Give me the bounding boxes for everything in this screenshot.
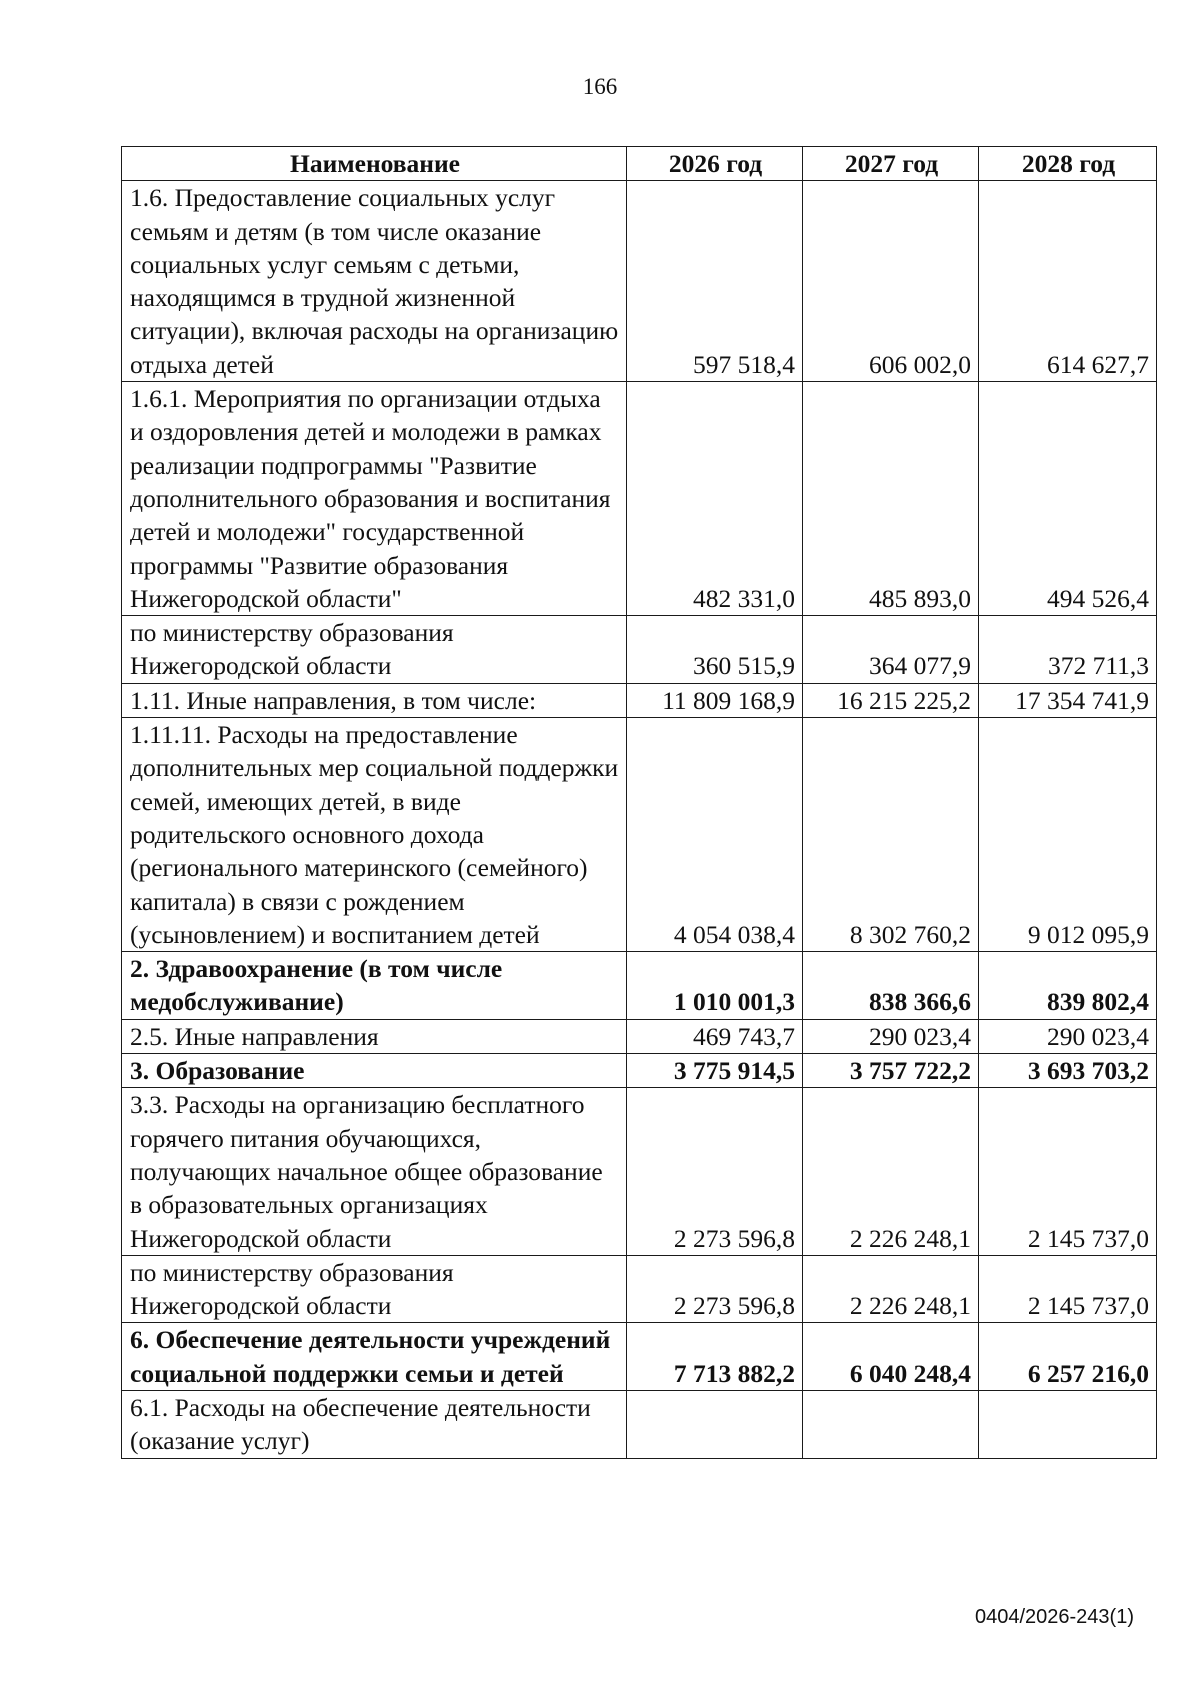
value-2027-cell: 6 040 248,4 [803,1323,979,1391]
table-row [122,718,1157,952]
row-name-cell: по министерству образования Нижегородской области [122,616,627,684]
value-2027-cell: 2 226 248,1 [803,1255,979,1323]
value-2028-cell: 17 354 741,9 [979,683,1157,717]
header-2027: 2027 год [803,147,979,181]
value-2028-cell: 839 802,4 [979,952,1157,1020]
row-name-cell: 2. Здравоохранение (в том числе медобслуживание) [122,952,627,1020]
table-row [122,1390,1157,1458]
value-2028-cell: 614 627,7 [979,181,1157,382]
value-2028-cell: 3 693 703,2 [979,1054,1157,1088]
value-2028-cell: 372 711,3 [979,616,1157,684]
row-name-cell: 3. Образование [122,1054,627,1088]
budget-table [121,146,1157,1459]
row-name-cell: 1.6.1. Мероприятия по организации отдыха и оздоровления детей и молодежи в рамках реализации подпрограммы "Развитие дополнительного образования и воспитания детей и молодежи" государственной программы "Развитие образования Нижегородской области" [122,382,627,616]
table-row [122,1255,1157,1323]
table-row [122,683,1157,717]
table-row [122,382,1157,616]
value-2027-cell [803,1390,979,1458]
row-name-cell: 6. Обеспечение деятельности учреждений социальной поддержки семьи и детей [122,1323,627,1391]
value-2027-cell: 16 215 225,2 [803,683,979,717]
value-2026-cell: 2 273 596,8 [627,1255,803,1323]
value-2026-cell: 11 809 168,9 [627,683,803,717]
value-2027-cell: 838 366,6 [803,952,979,1020]
value-2028-cell: 6 257 216,0 [979,1323,1157,1391]
value-2026-cell: 597 518,4 [627,181,803,382]
table-row [122,1019,1157,1053]
value-2028-cell: 2 145 737,0 [979,1088,1157,1255]
table-row [122,181,1157,382]
value-2026-cell: 2 273 596,8 [627,1088,803,1255]
row-name-cell: 1.11.11. Расходы на предоставление дополнительных мер социальной поддержки семей, имеющих детей, в виде родительского основного дохода (регионального материнского (семейного) капитала) в связи с рождением (усыновлением) и воспитанием детей [122,718,627,952]
value-2026-cell: 1 010 001,3 [627,952,803,1020]
table-row [122,952,1157,1020]
row-name-cell: по министерству образования Нижегородской области [122,1255,627,1323]
table-row [122,1323,1157,1391]
table-row [122,1054,1157,1088]
value-2027-cell: 8 302 760,2 [803,718,979,952]
value-2027-cell: 364 077,9 [803,616,979,684]
value-2028-cell [979,1390,1157,1458]
row-name-cell: 1.6. Предоставление социальных услуг семьям и детям (в том числе оказание социальных услуг семьям с детьми, находящимся в трудной жизненной ситуации), включая расходы на организацию отдыха детей [122,181,627,382]
value-2027-cell: 485 893,0 [803,382,979,616]
table-row [122,616,1157,684]
table-body [122,181,1157,1458]
value-2028-cell: 2 145 737,0 [979,1255,1157,1323]
value-2027-cell: 606 002,0 [803,181,979,382]
row-name-cell: 2.5. Иные направления [122,1019,627,1053]
value-2026-cell: 482 331,0 [627,382,803,616]
value-2028-cell: 9 012 095,9 [979,718,1157,952]
value-2026-cell: 4 054 038,4 [627,718,803,952]
value-2026-cell: 7 713 882,2 [627,1323,803,1391]
value-2028-cell: 290 023,4 [979,1019,1157,1053]
document-code: 0404/2026-243(1) [974,1606,1134,1628]
row-name-cell: 6.1. Расходы на обеспечение деятельности (оказание услуг) [122,1390,627,1458]
row-name-cell: 3.3. Расходы на организацию бесплатного горячего питания обучающихся, получающих начальное общее образование в образовательных организациях Нижегородской области [122,1088,627,1255]
value-2028-cell: 494 526,4 [979,382,1157,616]
value-2026-cell: 360 515,9 [627,616,803,684]
value-2027-cell: 3 757 722,2 [803,1054,979,1088]
header-name: Наименование [122,147,627,181]
value-2026-cell [627,1390,803,1458]
row-name-cell: 1.11. Иные направления, в том числе: [122,683,627,717]
table-header-row [122,147,1157,181]
table-row [122,1088,1157,1255]
value-2027-cell: 2 226 248,1 [803,1088,979,1255]
header-2026: 2026 год [627,147,803,181]
value-2026-cell: 469 743,7 [627,1019,803,1053]
page-number: 166 [582,74,618,99]
value-2026-cell: 3 775 914,5 [627,1054,803,1088]
header-2028: 2028 год [979,147,1157,181]
value-2027-cell: 290 023,4 [803,1019,979,1053]
